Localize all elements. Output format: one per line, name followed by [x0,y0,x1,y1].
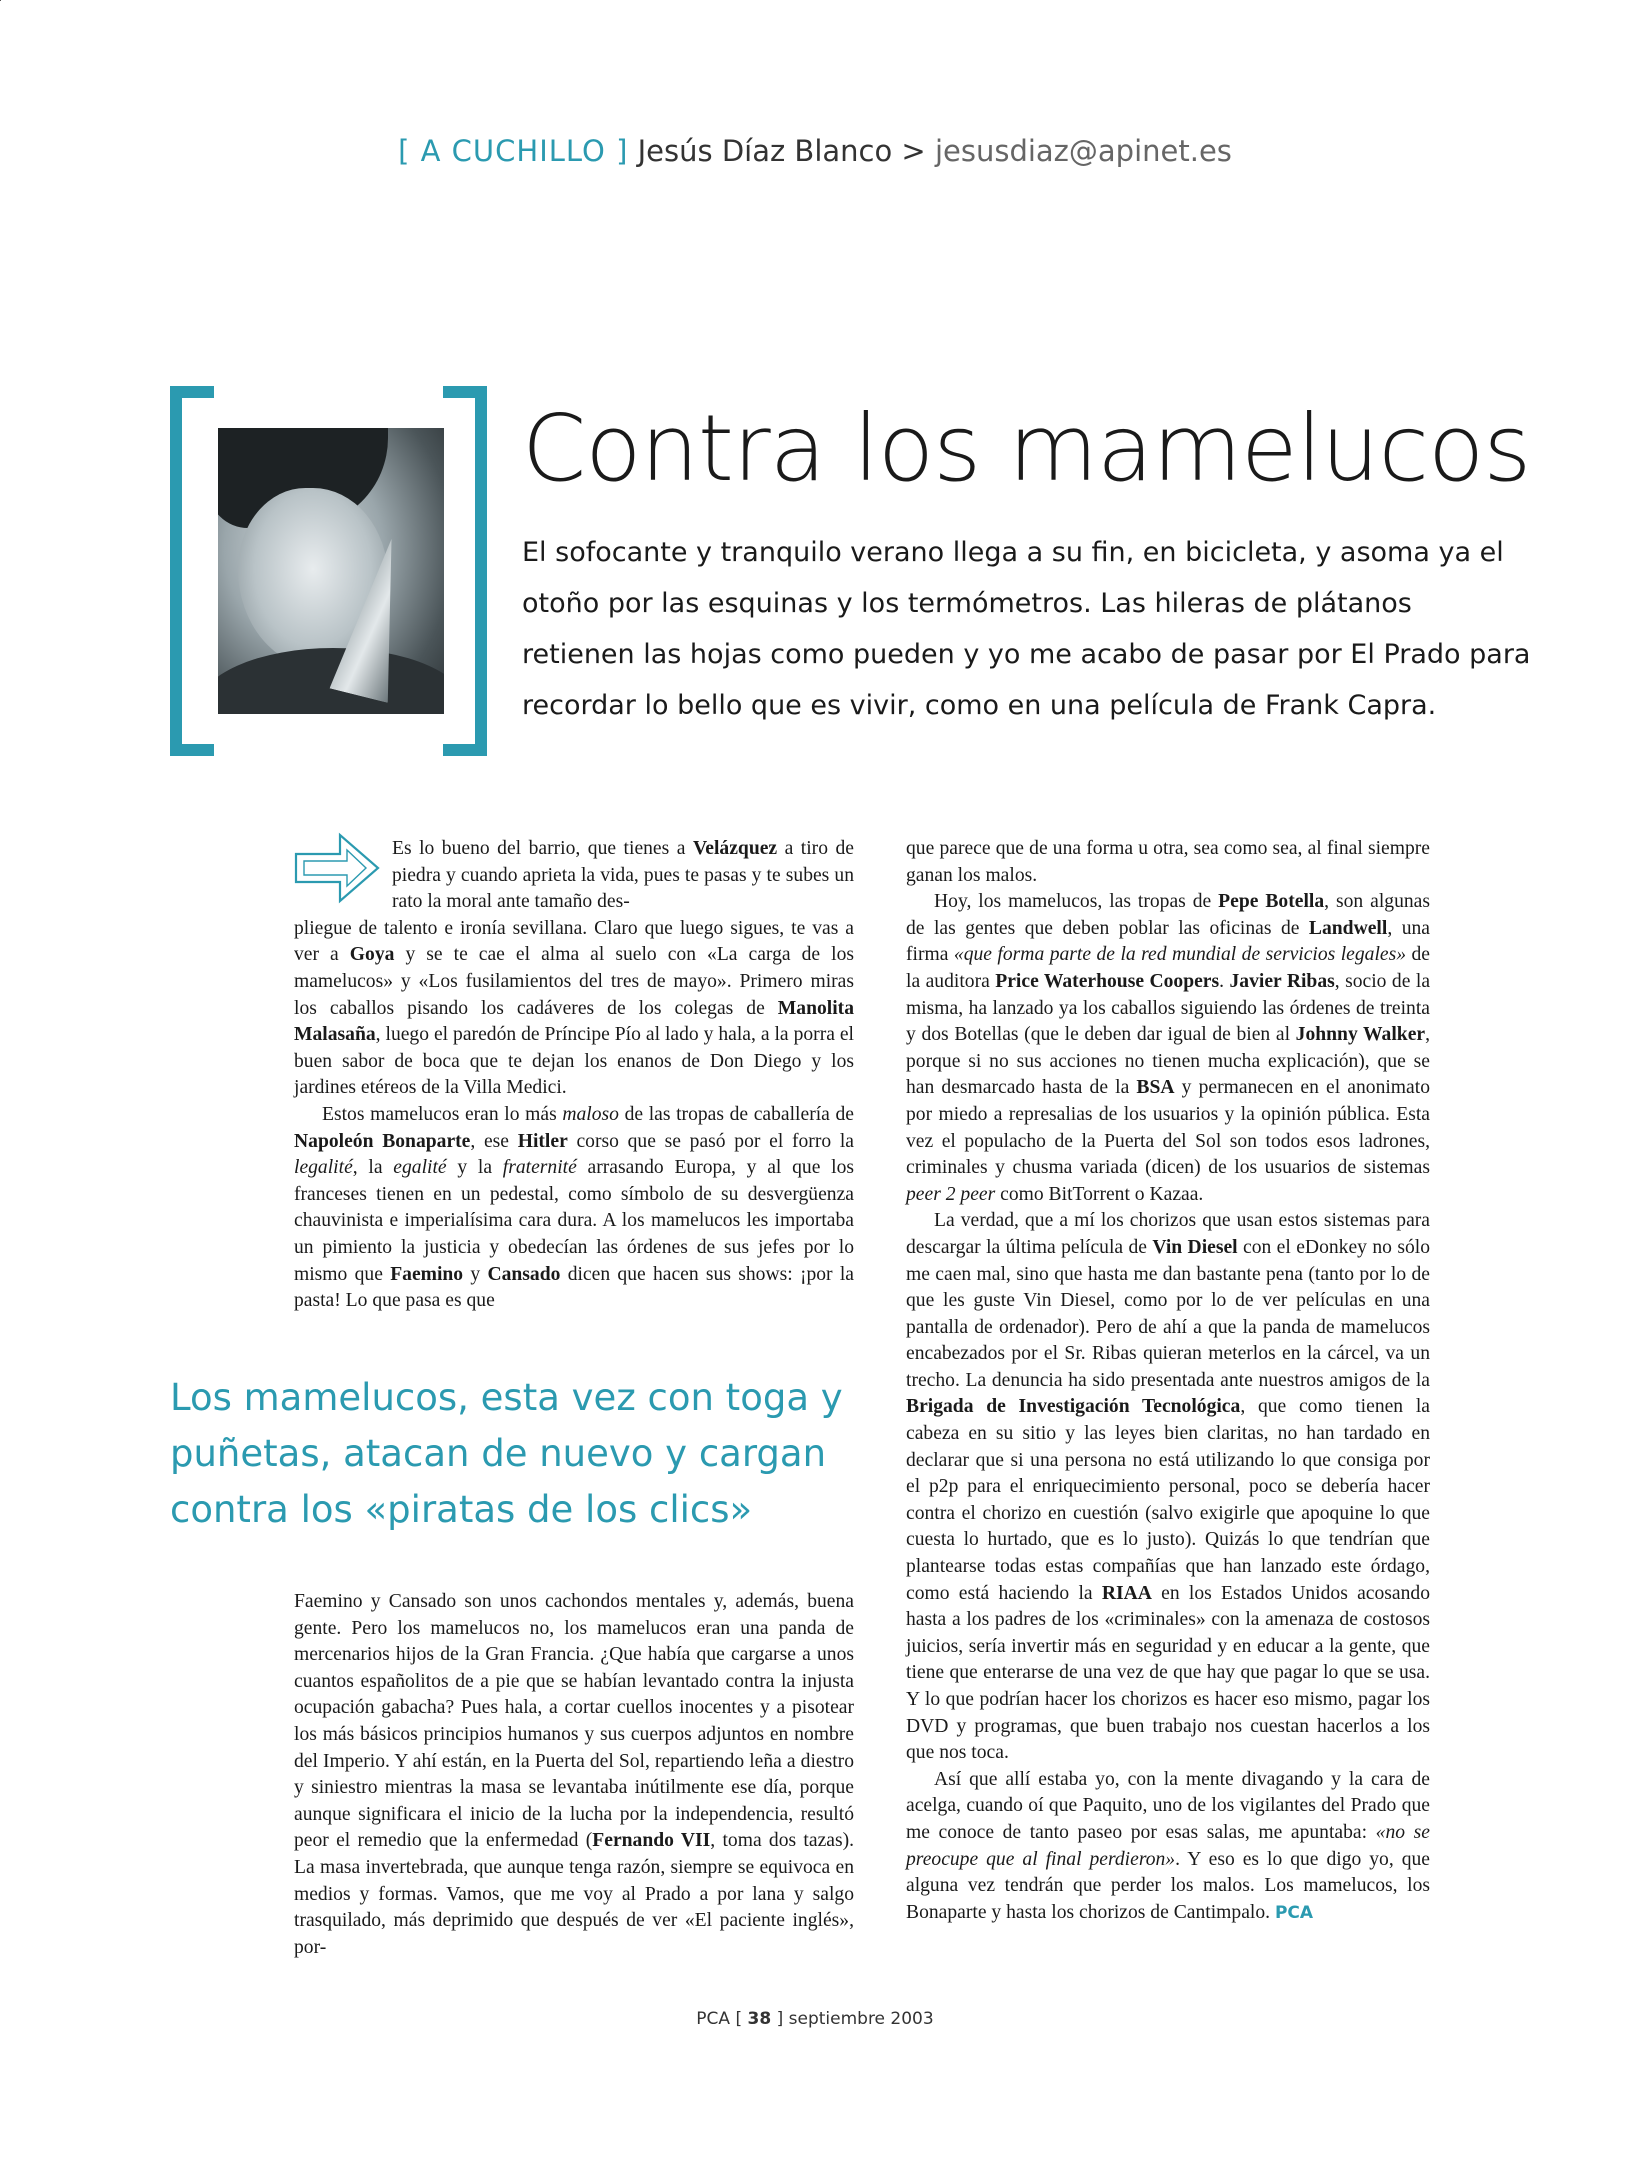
article-signature: PCA [1274,1902,1314,1923]
author-email[interactable]: jesusdiaz@apinet.es [934,134,1232,168]
body-paragraph: Faemino y Cansado son unos cachondos mentales y, además, buena gente. Pero los mamelucos no, los mamelucos eran una panda de mercenarios hijos de la Gran Francia. ¿Que había que cargarse a unos cuantos españolitos de a pie que se habían levantado contra la injusta ocupación gabacha? Pues hala, a cortar cuellos inocentes y a pisotear los más básicos principios humanos y sus cuerpos adjuntos en nombre del Imperio. Y ahí están, en la Puerta del Sol, repartiendo leña a diestro y siniestro mientras la masa se levantaba inútilmente ese día, porque aunque significara el inicio de la lucha por la independencia, resultó peor el remedio que la enfermedad (Fernando VII, toma dos tazas). La masa invertebrada, que aunque tenga razón, siempre se equivoca en medios y formas. Vamos, que me voy al Prado a por lana y salgo trasquilado, más deprimido que después de ver «El paciente inglés», por- [294,1591,855,1958]
article-title: Contra los mamelucos [522,395,1531,502]
body-paragraph: Así que allí estaba yo, con la mente divagando y la cara de acelga, cuando oí que Paquito, uno de los vigilantes del Prado que me conoce de tanto paseo por esas salas, me apuntaba: «no se preocupe que al final perdieron». Y eso es lo que digo yo, que alguna vez tendrán que perder los malos. Los mamelucos, los Bonaparte y hasta los chorizos de Cantimpalo. PCA [906,1768,1430,1923]
article-header [0,134,1630,168]
right-bracket-decoration [443,386,487,756]
footer-magazine: PCA [696,2009,731,2029]
body-paragraph: La verdad, que a mí los chorizos que usan estos sistemas para descargar la última película de Vin Diesel con el eDonkey no sólo me caen mal, sino que hasta me dan bastante pena (tanto por lo de que les guste Vin Diesel, como por lo de ver películas en una pantalla de ordenador). Pero de ahí a que la panda de mamelucos encabezados por el Sr. Ribas quieran meterlos en la cárcel, va un trecho. La denuncia ha sido presentada ante nuestros amigos de la Brigada de Investigación Tecnológica, que como tienen la cabeza en su sitio y las leyes bien claritas, no han tardado en declarar que si una persona no está utilizando lo que consiga por el p2p para el enriquecimiento personal, poco se debería hacer contra el chorizo en cuestión (salvo exigirle que apoquine lo que cuesta lo hurtado, que es lo justo). Quizás lo que tendrían que plantearse todas estas compañías que han lanzado este órdago, como está haciendo la RIAA en los Estados Unidos acosando hasta a los padres de los «criminales» con la amenaza de costosos juicios, sería invertir más en seguridad y en educar a la gente, que tiene que enterarse de una vez de que hay que pagar lo que se usa. Y lo que podrían hacer los chorizos es hacer eso mismo, pagar los DVD y programas, que buen trabajo nos cuestan hacerlos a los que nos toca. [906,1210,1430,1764]
body-paragraph: que parece que de una forma u otra, sea como sea, al final siempre ganan los malos. [906,838,1430,886]
page-number: 38 [747,2009,772,2029]
left-bracket-decoration [170,386,214,756]
body-paragraph: pliegue de talento e ironía sevillana. Claro que luego sigues, te vas a ver a Goya y se te cae el alma al suelo con «La carga de los mamelucos» y «Los fusilamientos del tres de mayo». Primero miras los caballos pisando los cadáveres de los colegas de Manolita Malasaña, luego el paredón de Príncipe Pío al lado y hala, a la porra el buen sabor de boca que te dejan los enanos de Don Diego y los jardines etéreos de la Villa Medici. [294,917,855,1099]
body-column-1-top [294,836,854,1315]
body-paragraph: Hoy, los mamelucos, las tropas de Pepe Botella, son algunas de las gentes que deben poblar las oficinas de Landwell, una firma «que forma parte de la red mundial de servicios legales» de la auditora Price Waterhouse Coopers. Javier Ribas, socio de la misma, ha lanzado ya los caballos siguiendo las órdenes de treinta y dos Botellas (que le deben dar igual de bien al Johnny Walker, porque si no sus acciones no tienen mucha explicación), que se han desmarcado hasta de la BSA y permanecen en el anonimato por miedo a represalias de los usuarios y la opinión pública. Esta vez el populacho de la Puerta del Sol son todos esos ladrones, criminales y chusma variada (dicen) de los usuarios de sistemas peer 2 peer como BitTorrent o Kazaa. [906,891,1431,1205]
body-column-1-bottom [294,1589,854,1961]
body-paragraph: Es lo bueno del barrio, que tienes a Velázquez a tiro de piedra y cuando aprieta la vida, pues te pasas y te subes un rato la moral ante tamaño des- [392,838,854,913]
pull-quote: Los mamelucos, esta vez con toga y puñetas, atacan de nuevo y cargan contra los «piratas de los clics» [170,1376,843,1531]
page-footer: PCA [ 38 ] septiembre 2003 [696,2009,934,2029]
author-photo [218,428,444,714]
body-column-2 [906,836,1430,1926]
author-name: Jesús Díaz Blanco > [637,134,926,168]
section-label: [ A CUCHILLO ] [398,134,629,168]
footer-date: septiembre 2003 [788,2009,934,2029]
article-lead: El sofocante y tranquilo verano llega a su fin, en bicicleta, y asoma ya el otoño por las esquinas y los termómetros. Las hileras de plátanos retienen las hojas como pueden y yo me acabo de pasar por El Prado para recordar lo bello que es vivir, como en una película de Frank Capra. [522,537,1531,721]
body-paragraph: Estos mamelucos eran lo más maloso de las tropas de caballería de Napoleón Bonaparte, ese Hitler corso que se pasó por el forro la legalité, la egalité y la fraternité arrasando Europa, y al que los franceses tienen en un pedestal, como símbolo de su desvergüenza chauvinista e imperialísima cara dura. A los mamelucos les importaba un pimiento la justicia y obedecían las órdenes de sus jefes por lo mismo que Faemino y Cansado dicen que hacen sus shows: ¡por la pasta! Lo que pasa es que [294,1103,855,1312]
